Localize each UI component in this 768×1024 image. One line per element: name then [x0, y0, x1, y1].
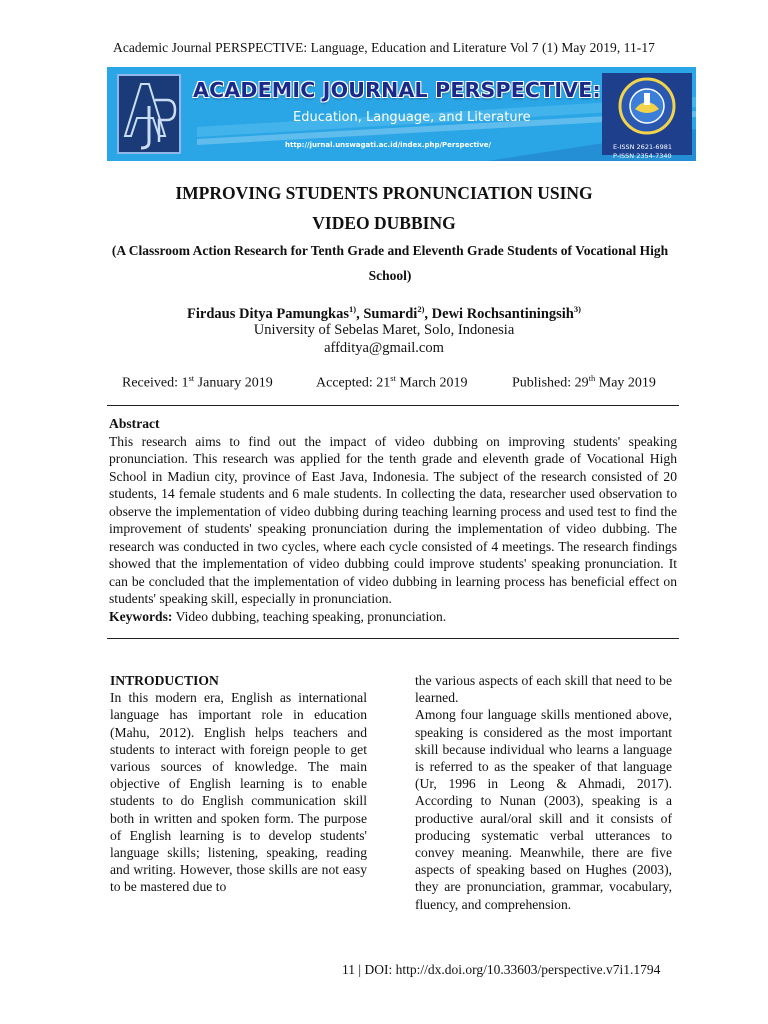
author-name: Firdaus Ditya Pamungkas — [187, 305, 349, 322]
author-separator: , — [356, 305, 364, 322]
accepted-sup: st — [390, 373, 396, 383]
email: affditya@gmail.com — [324, 340, 444, 356]
affiliation: University of Sebelas Maret, Solo, Indonesia — [253, 322, 515, 338]
published-date — [512, 373, 656, 392]
keywords: Video dubbing, teaching speaking, pronunciation. — [172, 609, 447, 625]
keywords-label: Keywords: — [109, 609, 173, 625]
banner-subtitle: Education, Language, and Literature — [293, 110, 531, 125]
published-sup: th — [588, 373, 596, 383]
accepted-rest: March 2019 — [395, 375, 468, 391]
author-mark: 3) — [573, 304, 581, 314]
abstract-bottom-rule — [107, 638, 679, 639]
author-list — [0, 304, 768, 323]
left-column — [110, 672, 367, 896]
introduction-right-paragraph-1: the various aspects of each skill that need to be learned. — [415, 673, 672, 706]
pissn-text: P-ISSN 2354-7340 — [613, 152, 672, 160]
page-footer-doi: 11 | DOI: http://dx.doi.org/10.33603/perspective.v7i1.1794 — [342, 962, 661, 977]
right-column — [415, 672, 672, 913]
author-name: Sumardi — [363, 305, 418, 322]
accepted-date — [316, 373, 467, 392]
received-rest: January 2019 — [194, 375, 273, 391]
running-head: Academic Journal PERSPECTIVE: Language, Education and Literature Vol 7 (1) May 2019, 11-17 — [113, 40, 655, 55]
ajp-logo-icon — [117, 74, 181, 154]
journal-banner — [107, 67, 696, 161]
author-separator: , — [424, 305, 432, 322]
published-rest: May 2019 — [595, 375, 656, 391]
received-date — [122, 373, 273, 392]
abstract-heading: Abstract — [109, 416, 160, 431]
author-name: Dewi Rochsantiningsih — [431, 305, 574, 322]
received-label: Received: 1 — [122, 375, 189, 391]
abstract — [109, 415, 677, 626]
author-mark: 1) — [348, 304, 357, 314]
received-sup: st — [188, 373, 195, 383]
author-mark: 2) — [417, 304, 425, 314]
abstract-top-rule — [107, 405, 679, 406]
abstract-body: This research aims to find out the impact of video dubbing on improving students' speaking pronunciation. This research was applied for the tenth grade and eleventh grade of Vocational High School in Madiun city, province of East Java, Indonesia. The subject of the research consisted of 20 students, 14 female students and 6 male students. In collecting the data, researcher used observation to observe the implementation of video dubbing during teaching learning process and used test to find the improvement of students' speaking pronunciation during the implementation of video dubbing. The research was conducted in two cycles, where each cycle consisted of 4 meetings. The research findings showed that the implementation of video dubbing could improve students' speaking pronunciation. It can be concluded that the implementation of video dubbing in learning process has beneficial effect on students' speaking skill, especially in pronunciation. — [109, 433, 677, 607]
paper-title-line1: IMPROVING STUDENTS PRONUNCIATION USING — [175, 183, 593, 203]
introduction-heading: INTRODUCTION — [110, 673, 219, 688]
eissn-text: E-ISSN 2621-6981 — [613, 143, 672, 151]
introduction-left-text: In this modern era, English as international language has important role in education (Mahu, 2012). English helps teachers and students to interact with foreign people to get various sources of knowledge. The main objective of English learning is to enable students to do English communication skill both in written and spoken form. The purpose of English learning is to develop students' language skills; listening, speaking, reading and writing. However, those skills are not easy to be mastered due to — [110, 690, 367, 895]
banner-title: ACADEMIC JOURNAL PERSPECTIVE: — [193, 78, 601, 102]
paper-subtitle: (A Classroom Action Research for Tenth Grade and Eleventh Grade Students of Vocational High School) — [111, 243, 669, 283]
accepted-label: Accepted: 21 — [316, 375, 391, 391]
published-label: Published: 29 — [512, 375, 589, 391]
introduction-right-paragraph-2: Among four language skills mentioned above, speaking is considered as the most important skill because individual who learns a language is referred to as the speaker of that language (Ur, 1996 in Leong & Ahmadi, 2017). According to Nunan (2003), speaking is a productive aural/oral skill and it consists of producing systematic verbal utterances to convey meaning. Meanwhile, there are five aspects of speaking based on Hughes (2003), they are pronunciation, grammar, vocabulary, fluency, and comprehension. — [415, 707, 672, 912]
banner-url: http://jurnal.unswagati.ac.id/index.php/Perspective/ — [285, 141, 492, 149]
paper-title-line2: VIDEO DUBBING — [312, 213, 456, 233]
